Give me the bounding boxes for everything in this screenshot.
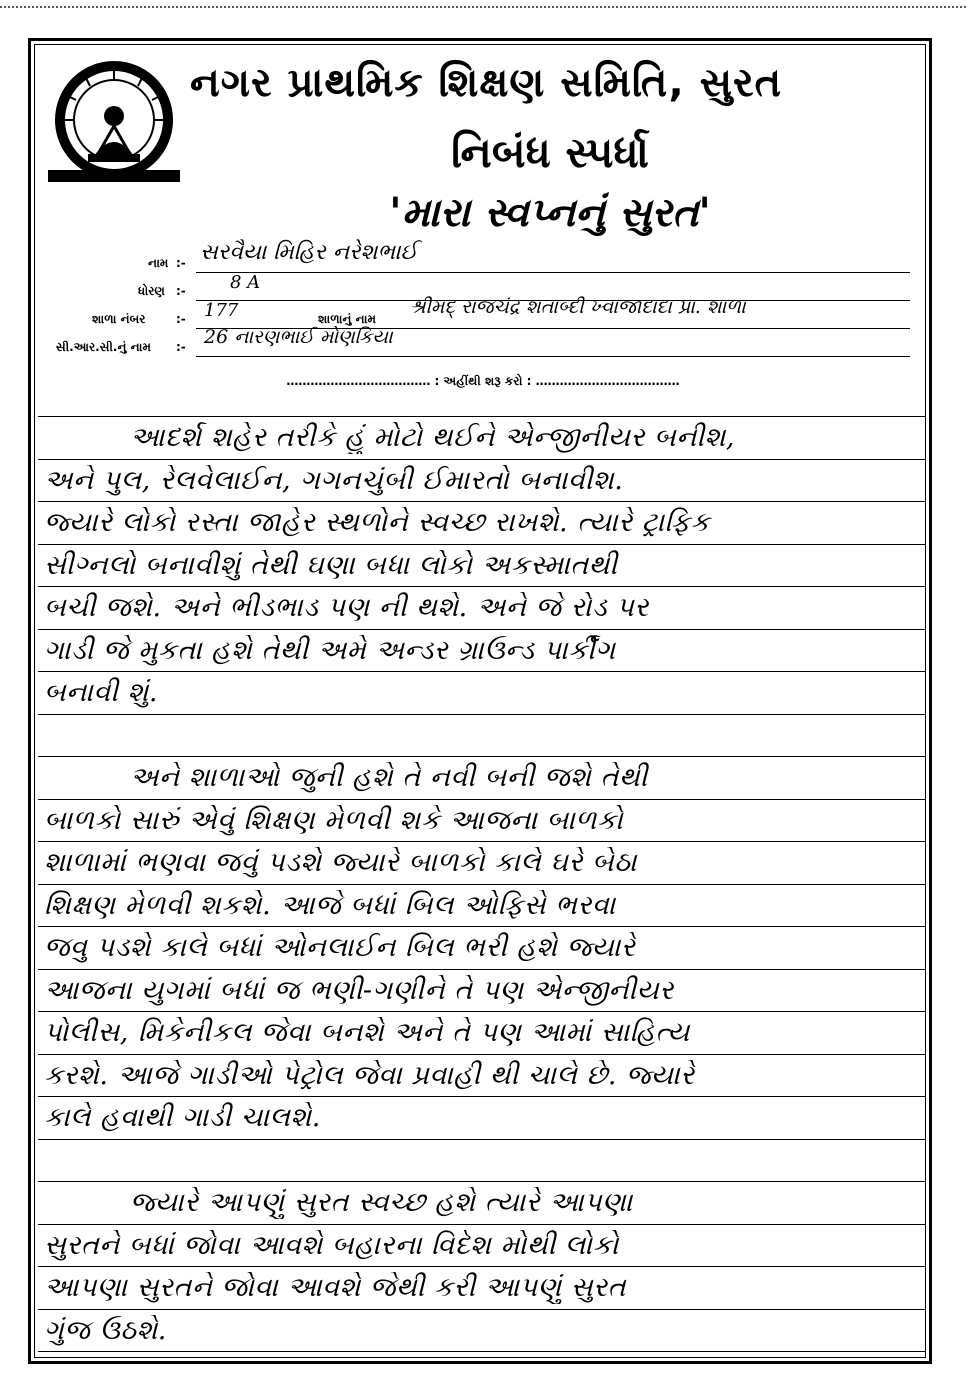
crc-value: 26 નારણભાઈ મોણકિયા (204, 326, 393, 348)
essay-line: પોલીસ, મિકેનીકલ જેવા બનશે અને તે પણ આમાં સાહિત્ય (44, 1017, 690, 1048)
start-here-label: ……………………………… : અહીંથી શરૂ કરો : ……………………………… (286, 374, 680, 388)
crc-label: સી.આર.સી.નું નામ (56, 340, 151, 354)
essay-line: શાળામાં ભણવા જવું પડશે જ્યારે બાળકો કાલે ઘરે બેઠા (44, 847, 638, 878)
ruled-line-top (38, 416, 926, 417)
class-label: ધોરણ (138, 284, 165, 298)
ruled-line (38, 459, 926, 460)
name-value: સરવૈયા મિહિર નરેશભાઈ (200, 240, 418, 265)
ruled-line (38, 586, 926, 587)
ruled-line (38, 671, 926, 672)
name-label-colon: :- (176, 256, 186, 270)
essay-line: અને શાળાઓ જુની હશે તે નવી બની જશે તેથી (130, 762, 648, 793)
essay-line: ગાડી જે મુકતા હશે તેથી અમે અન્ડર ગ્રાઉન્ડ પાર્કીંગ (44, 634, 616, 666)
ruled-line (38, 1224, 926, 1225)
essay-line: આજના યુગમાં બધાં જ ભણી-ગણીને તે પણ એન્જીનીયર (44, 974, 674, 1006)
crc-colon: :- (176, 340, 186, 354)
essay-line: અને પુલ, રેલવેલાઈન, ગગનચુંબી ઈમારતો બનાવીશ. (44, 464, 624, 496)
ruled-line (38, 799, 926, 800)
ruled-line (38, 544, 926, 545)
school-no-label: શાળા નંબર (92, 312, 146, 326)
essay-line: આદર્શ શહેર તરીકે હું મોટો થઈને એન્જીનીયર બનીશ, (130, 422, 735, 453)
essay-line: જ્યારે આપણું સુરત સ્વચ્છ હશે ત્યારે આપણા (130, 1187, 633, 1218)
ruled-line (38, 1096, 926, 1097)
name-label: નામ (148, 256, 169, 270)
essay-line: બાળકો સારું એવું શિક્ષણ મેળવી શકે આજના બાળકો (44, 804, 624, 836)
essay-line: સીગ્નલો બનાવીશું તેથી ઘણા બધા લોકો અકસ્માતથી (44, 549, 618, 581)
essay-line: આપણા સુરતને જોવા આવશે જેથી કરી આપણું સુરત (44, 1272, 627, 1303)
ruled-line (38, 1266, 926, 1267)
ruled-line (38, 1351, 926, 1352)
school-no-value: 177 (204, 300, 239, 321)
ruled-line (38, 841, 926, 842)
essay-line: જ્યારે લોકો રસ્તા જાહેર સ્થળોને સ્વચ્છ રાખશે. ત્યારે ટ્રાફિક (44, 507, 711, 538)
name-underline (196, 272, 910, 273)
ruled-line (38, 1011, 926, 1012)
ruled-line (38, 1054, 926, 1055)
school-name-label: શાળાનું નામ (318, 312, 376, 326)
essay-line: જવુ પડશે કાલે બધાં ઓનલાઈન બિલ ભરી હશે જ્યારે (44, 932, 636, 963)
samiti-logo (44, 58, 184, 188)
ruled-line (38, 714, 926, 715)
ruled-line (38, 756, 926, 757)
school-name-value: શ્રીમદ્ રાજચંદ્ર શતાબ્દી ખ્વાજાદાદા પ્રા. શાળા (410, 296, 746, 318)
essay-line: ગુંજ ઉઠશે. (44, 1314, 167, 1346)
competition-title: નિબંધ સ્પર્ધા (451, 128, 649, 177)
crc-underline (196, 356, 910, 357)
ruled-line (38, 1309, 926, 1310)
class-value: 8 A (230, 272, 261, 293)
essay-line: કરશે. આજે ગાડીઓ પેટ્રોલ જેવા પ્રવાહી થી ચાલે છે. જ્યારે (44, 1059, 695, 1091)
essay-line: બનાવી શું. (44, 677, 158, 708)
essay-topic-title: 'મારા સ્વપ્નનું સુરત' (389, 190, 711, 236)
essay-line: બચી જશે. અને ભીડભાડ પણ ની થશે. અને જે રોડ પર (44, 592, 649, 623)
scan-top-dotted-edge (0, 6, 966, 8)
essay-line: કાલે હવાથી ગાડી ચાલશે. (44, 1102, 321, 1133)
ruled-line (38, 501, 926, 502)
ruled-line (38, 629, 926, 630)
ruled-line (38, 969, 926, 970)
essay-line: સુરતને બધાં જોવા આવશે બહારના વિદેશ મોથી લોકો (44, 1229, 619, 1261)
ruled-line (38, 1139, 926, 1140)
ruled-line (38, 926, 926, 927)
org-title: નગર પ્રાથમિક શિક્ષણ સમિતિ, સુરત (190, 60, 783, 106)
school-no-colon: :- (176, 312, 186, 326)
ruled-line (38, 1181, 926, 1182)
ruled-line (38, 884, 926, 885)
essay-line: શિક્ષણ મેળવી શકશે. આજે બધાં બિલ ઓફિસે ભરવા (44, 889, 616, 921)
class-label-colon: :- (176, 284, 186, 298)
